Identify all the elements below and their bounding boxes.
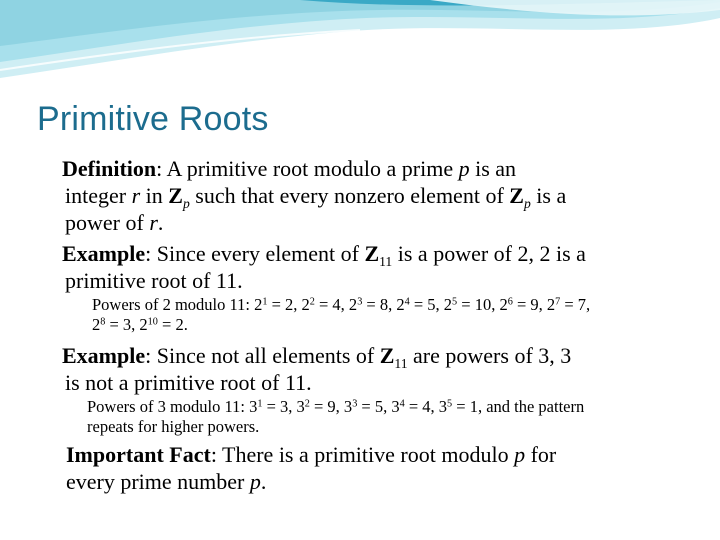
subscript-11: 11 [394,355,408,371]
example-text: : Since not all elements of [145,343,380,368]
example-2-paragraph [62,342,702,396]
header-wave-decoration [0,0,720,90]
subscript-p: p [523,195,531,211]
powers-of-2-line-2: $2^8 = 3$, $2^{10} = 2$. [92,315,188,334]
var-p: p [514,442,526,467]
example-2-line-1 [62,342,702,369]
definition-line-3 [62,209,702,236]
fact-text: for [525,442,557,467]
powers-of-2-note [92,295,702,335]
important-fact-line-1 [66,441,702,468]
important-fact-label: Important Fact [66,442,211,467]
definition-text: in [140,183,169,208]
example-text: is not a primitive root of 11. [65,370,312,395]
var-p: p [249,469,261,494]
var-r: r [131,183,141,208]
slide-title: Primitive Roots [37,100,269,138]
definition-line-1 [62,155,702,182]
important-fact-line-2 [66,468,702,495]
subscript-11: 11 [379,253,393,269]
subscript-p: p [182,195,190,211]
example-1-line-1 [62,240,702,267]
fact-text: every prime number [66,469,250,494]
example-text: : Since every element of [145,241,365,266]
definition-text: integer [65,183,132,208]
var-p: p [458,156,470,181]
set-z: Z [379,343,395,368]
example-label: Example [62,241,146,266]
definition-line-2 [62,182,702,209]
example-text: is a power of 2, 2 is a [392,241,586,266]
definition-text: is a [530,183,567,208]
definition-text: : A primitive root modulo a prime [156,156,459,181]
set-z: Z [364,241,380,266]
fact-text: . [260,469,267,494]
example-label: Example [62,343,146,368]
powers-of-2-line-1: Powers of 2 modulo 11: $2^1 = 2$, $2^2 = 4$, $2^3 = 8$, $2^4 = 5$, $2^5 = 10$, $2^6 = 9$, $2^7 = 7$, [92,295,591,314]
powers-of-3-note [87,397,707,437]
definition-text: is an [469,156,517,181]
definition-text: such that every nonzero element of [189,183,510,208]
definition-label: Definition [62,156,157,181]
important-fact-paragraph [66,441,702,495]
fact-text: : There is a primitive root modulo [210,442,515,467]
example-2-line-2 [62,369,702,396]
definition-text: power of [65,210,150,235]
set-z: Z [168,183,183,208]
definition-paragraph [62,155,702,236]
var-r: r [149,210,158,235]
powers-of-3-line-1: Powers of 3 modulo 11: $3^1 = 3$, $3^2 = 9$, $3^3 = 5$, $3^4 = 4$, $3^5 = 1$, and the pattern [87,397,585,416]
example-text: are powers of 3, 3 [407,343,572,368]
example-1-paragraph [62,240,702,294]
definition-text: . [157,210,164,235]
example-text: primitive root of 11. [65,268,243,293]
powers-of-3-line-2: repeats for higher powers. [87,417,260,436]
example-1-line-2 [62,267,702,294]
set-z: Z [509,183,524,208]
